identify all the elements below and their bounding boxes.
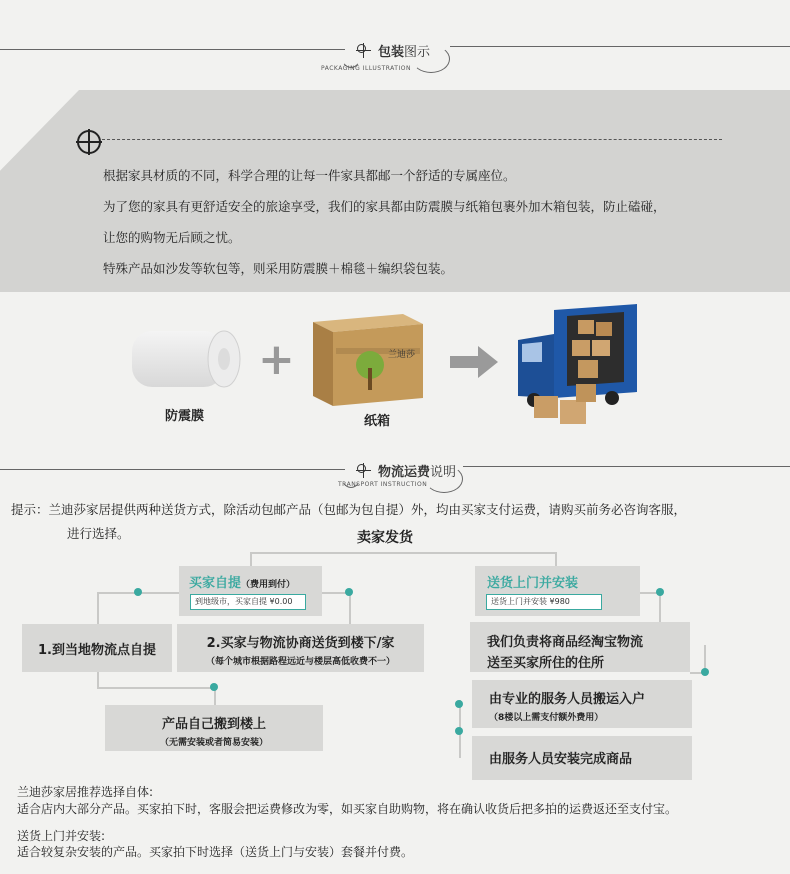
flow-node-dot bbox=[701, 668, 709, 676]
foam-label: 防震膜 bbox=[165, 409, 205, 424]
carry-indoor-title: 由专业的服务人员搬运入户 bbox=[489, 692, 646, 707]
header-line-right bbox=[450, 46, 790, 47]
negotiate-delivery-sub: （每个城市根据路程远近与楼层高低收费不一） bbox=[205, 657, 395, 667]
logistics-delivery-line-1: 我们负责将商品经淘宝物流 bbox=[487, 635, 644, 650]
pickup-local-text: 1.到当地物流点自提 bbox=[38, 643, 156, 658]
self-pickup-title: 买家自提 bbox=[189, 576, 242, 591]
transport-title: 物流运费说明 bbox=[378, 465, 457, 480]
carton-label: 纸箱 bbox=[364, 414, 391, 429]
pickup-local-box bbox=[22, 624, 172, 672]
dashed-divider bbox=[102, 139, 722, 140]
flow-node-dot bbox=[656, 588, 664, 596]
packaging-title: 包装图示 bbox=[378, 45, 431, 60]
transport-header bbox=[0, 448, 790, 508]
self-pickup-price-tag: 到地级市，买家自提 ¥0.00 bbox=[190, 594, 306, 610]
header-arc-right bbox=[425, 465, 463, 493]
header-line-left bbox=[0, 469, 345, 470]
delivery-title: 送货上门并安装 bbox=[487, 576, 579, 591]
transport-tip-line-1: 提示：兰迪莎家居提供两种送货方式，除活动包邮产品（包邮为包自提）外，均由买家支付运费，请购买前务必咨询客服， bbox=[11, 502, 687, 517]
packaging-line-1: 根据家具材质的不同，科学合理的让每一件家具都邮一个舒适的专属座位。 bbox=[103, 168, 516, 183]
self-pickup-note: （费用到付） bbox=[241, 580, 296, 590]
logistics-delivery-line-2: 送至买家所住的住所 bbox=[487, 656, 605, 671]
packaging-line-4: 特殊产品如沙发等软包等，则采用防震膜＋棉毯＋编织袋包装。 bbox=[103, 261, 454, 276]
crosshair-icon bbox=[357, 464, 366, 473]
truck-image bbox=[512, 300, 662, 435]
transport-tip-line-2: 进行选择。 bbox=[67, 526, 130, 541]
note-heading-2: 送货上门并安装: bbox=[17, 829, 106, 843]
flow-node-dot bbox=[455, 727, 463, 735]
note-heading-1: 兰迪莎家居推荐选择自体: bbox=[17, 785, 154, 799]
negotiate-delivery-title: 2.买家与物流协商送货到楼下/家 bbox=[206, 636, 395, 651]
packaging-header bbox=[0, 28, 790, 88]
note-body-2: 适合较复杂安装的产品。买家拍下时选择（送货上门与安装）套餐并付费。 bbox=[17, 845, 414, 859]
delivery-price-tag: 送货上门并安装 ¥980 bbox=[486, 594, 602, 610]
flow-root: 卖家发货 bbox=[357, 530, 413, 546]
carton-box-image bbox=[308, 310, 428, 410]
connector bbox=[659, 592, 661, 622]
header-line-left bbox=[0, 49, 345, 50]
flow-node-dot bbox=[345, 588, 353, 596]
carry-upstairs-title: 产品自己搬到楼上 bbox=[161, 717, 266, 732]
note-body-1: 适合店内大部分产品。买家拍下时，客服会把运费修改为零，如买家自助购物，将在确认收货后把多拍的运费返还至支付宝。 bbox=[17, 802, 678, 816]
packaging-line-2: 为了您的家具有更舒适安全的旅途享受，我们的家具都由防震膜与纸箱包裹外加木箱包装，防止磕碰， bbox=[103, 199, 666, 214]
carry-upstairs-box bbox=[105, 705, 323, 751]
packaging-line-3: 让您的购物无后顾之忧。 bbox=[103, 230, 241, 245]
crosshair-icon bbox=[357, 44, 366, 53]
carry-upstairs-sub: （无需安装或者简易安装） bbox=[159, 738, 268, 748]
negotiate-delivery-box bbox=[177, 624, 424, 672]
packaging-subtitle: PACKAGING ILLUSTRATION bbox=[321, 65, 411, 72]
transport-subtitle: TRANSPORT INSTRUCTION bbox=[338, 481, 428, 488]
header-arc-right bbox=[412, 45, 450, 73]
header-arc-left bbox=[340, 38, 362, 68]
carry-indoor-box bbox=[472, 680, 692, 728]
connector bbox=[97, 592, 99, 624]
carry-indoor-sub: （8楼以上需支付额外费用） bbox=[489, 713, 604, 723]
crosshair-icon bbox=[77, 130, 101, 154]
connector bbox=[97, 687, 215, 689]
arrow-right-icon bbox=[450, 342, 500, 382]
connector bbox=[250, 552, 556, 554]
install-box bbox=[472, 736, 692, 780]
logistics-delivery-box bbox=[470, 622, 690, 672]
flow-node-dot bbox=[455, 700, 463, 708]
box-logo-text: 兰迪莎 bbox=[388, 350, 416, 360]
flow-node-dot bbox=[134, 588, 142, 596]
connector bbox=[349, 592, 351, 624]
header-line-right bbox=[463, 466, 790, 467]
foam-roll-image bbox=[120, 325, 245, 395]
connector bbox=[97, 672, 99, 688]
plus-icon: + bbox=[258, 334, 295, 385]
flow-node-dot bbox=[210, 683, 218, 691]
install-text: 由服务人员安装完成商品 bbox=[489, 752, 633, 767]
